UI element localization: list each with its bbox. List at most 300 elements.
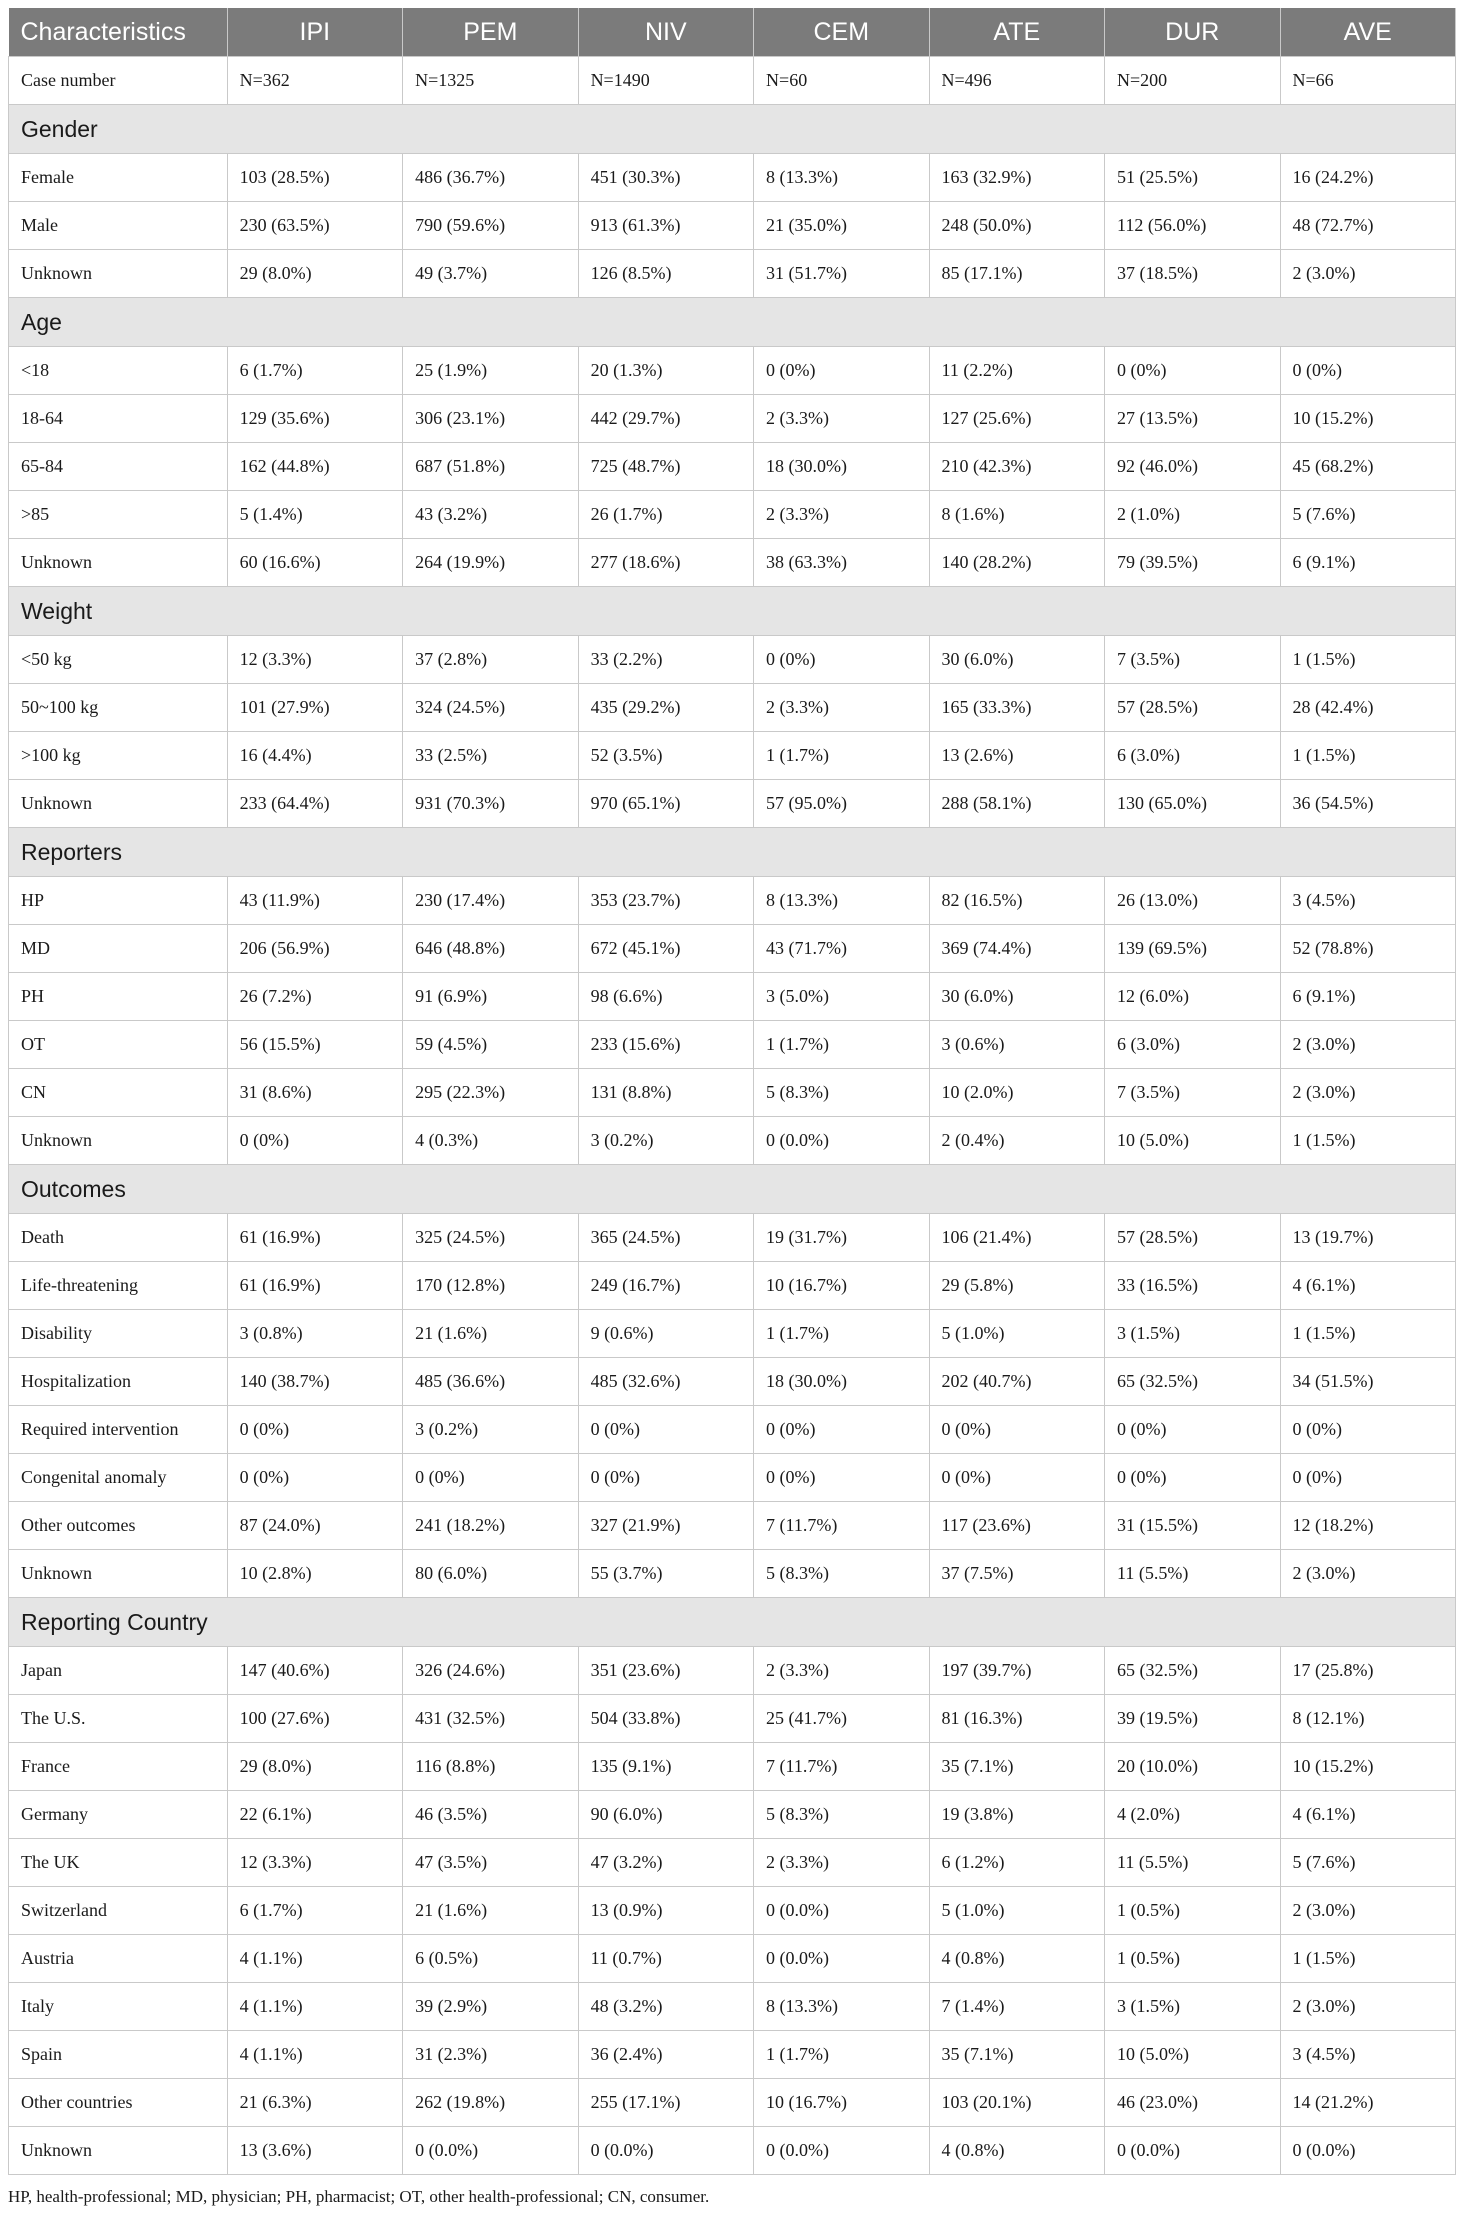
cell-value: 61 (16.9%) [227,1214,402,1262]
cell-value: 5 (8.3%) [754,1550,929,1598]
cell-value: 0 (0.0%) [754,1887,929,1935]
cell-value: 0 (0%) [1280,1406,1456,1454]
table-row [9,1021,1456,1069]
table-row [9,780,1456,828]
cell-value: 7 (3.5%) [1105,1069,1280,1117]
table-row [9,491,1456,539]
cell-value: 9 (0.6%) [578,1310,753,1358]
section-title: Gender [9,105,1456,154]
table-row [9,2031,1456,2079]
cell-value: 103 (20.1%) [929,2079,1104,2127]
cell-value: 2 (3.3%) [754,491,929,539]
row-label: CN [9,1069,228,1117]
row-label: 65-84 [9,443,228,491]
cell-value: 43 (71.7%) [754,925,929,973]
section-title: Age [9,298,1456,347]
table-row [9,1839,1456,1887]
cell-value: 10 (2.0%) [929,1069,1104,1117]
cell-value: 2 (3.0%) [1280,1021,1456,1069]
cell-value: 2 (0.4%) [929,1117,1104,1165]
cell-value: 306 (23.1%) [403,395,578,443]
cell-value: 37 (7.5%) [929,1550,1104,1598]
cell-value: 12 (18.2%) [1280,1502,1456,1550]
cell-value: 0 (0.0%) [1105,2127,1280,2175]
cell-value: 5 (7.6%) [1280,491,1456,539]
cell-value: 13 (3.6%) [227,2127,402,2175]
cell-value: 48 (3.2%) [578,1983,753,2031]
cell-value: 7 (3.5%) [1105,636,1280,684]
cell-value: 6 (9.1%) [1280,539,1456,587]
cell-value: 29 (8.0%) [227,1743,402,1791]
cell-value: 206 (56.9%) [227,925,402,973]
row-label: The UK [9,1839,228,1887]
cell-value: 57 (28.5%) [1105,684,1280,732]
cell-value: 18 (30.0%) [754,1358,929,1406]
cell-value: 36 (2.4%) [578,2031,753,2079]
cell-value: 0 (0%) [1280,1454,1456,1502]
cell-value: 4 (6.1%) [1280,1791,1456,1839]
cell-value: 36 (54.5%) [1280,780,1456,828]
cell-value: 126 (8.5%) [578,250,753,298]
cell-value: 1 (1.5%) [1280,1117,1456,1165]
cell-value: 1 (0.5%) [1105,1887,1280,1935]
table-row [9,2127,1456,2175]
cell-value: 913 (61.3%) [578,202,753,250]
cell-value: 6 (0.5%) [403,1935,578,1983]
cell-value: 0 (0%) [1280,347,1456,395]
table-row [9,250,1456,298]
cell-value: 325 (24.5%) [403,1214,578,1262]
row-label: 50~100 kg [9,684,228,732]
cell-value: 2 (3.3%) [754,1647,929,1695]
header-ave: AVE [1280,8,1456,57]
cell-value: 1 (1.5%) [1280,1310,1456,1358]
cell-value: 46 (23.0%) [1105,2079,1280,2127]
cell-value: 21 (6.3%) [227,2079,402,2127]
cell-value: 1 (1.5%) [1280,636,1456,684]
cell-value: 8 (1.6%) [929,491,1104,539]
table-row [9,539,1456,587]
header-niv: NIV [578,8,753,57]
table-row [9,1695,1456,1743]
cell-value: 0 (0%) [1105,1406,1280,1454]
cell-value: 646 (48.8%) [403,925,578,973]
case-number-row [9,57,1456,105]
cell-value: N=362 [227,57,402,105]
cell-value: 131 (8.8%) [578,1069,753,1117]
cell-value: 264 (19.9%) [403,539,578,587]
cell-value: 6 (1.2%) [929,1839,1104,1887]
cell-value: 0 (0%) [227,1454,402,1502]
cell-value: 6 (1.7%) [227,347,402,395]
cell-value: 6 (1.7%) [227,1887,402,1935]
cell-value: 2 (3.0%) [1280,1550,1456,1598]
cell-value: 365 (24.5%) [578,1214,753,1262]
cell-value: 672 (45.1%) [578,925,753,973]
cell-value: 48 (72.7%) [1280,202,1456,250]
table-row [9,1935,1456,1983]
cell-value: 87 (24.0%) [227,1502,402,1550]
table-row [9,925,1456,973]
cell-value: 3 (5.0%) [754,973,929,1021]
cell-value: 233 (15.6%) [578,1021,753,1069]
row-label: Female [9,154,228,202]
cell-value: 16 (4.4%) [227,732,402,780]
cell-value: 19 (3.8%) [929,1791,1104,1839]
cell-value: 4 (1.1%) [227,1935,402,1983]
cell-value: 2 (3.0%) [1280,250,1456,298]
cell-value: 4 (0.8%) [929,2127,1104,2175]
cell-value: 0 (0%) [578,1406,753,1454]
cell-value: 233 (64.4%) [227,780,402,828]
table-row [9,1502,1456,1550]
table-row [9,2079,1456,2127]
cell-value: 5 (7.6%) [1280,1839,1456,1887]
cell-value: 1 (1.5%) [1280,1935,1456,1983]
cell-value: 0 (0%) [929,1406,1104,1454]
row-label: Required intervention [9,1406,228,1454]
table-row [9,347,1456,395]
cell-value: 1 (1.7%) [754,1310,929,1358]
cell-value: 4 (1.1%) [227,1983,402,2031]
cell-value: 21 (1.6%) [403,1310,578,1358]
cell-value: 147 (40.6%) [227,1647,402,1695]
row-label: <50 kg [9,636,228,684]
table-row [9,973,1456,1021]
cell-value: 277 (18.6%) [578,539,753,587]
cell-value: 8 (13.3%) [754,1983,929,2031]
cell-value: 8 (13.3%) [754,877,929,925]
header-ate: ATE [929,8,1104,57]
cell-value: 0 (0%) [227,1117,402,1165]
cell-value: 0 (0%) [1105,347,1280,395]
cell-value: 1 (1.5%) [1280,732,1456,780]
cell-value: 931 (70.3%) [403,780,578,828]
cell-value: 20 (1.3%) [578,347,753,395]
cell-value: 85 (17.1%) [929,250,1104,298]
table-row [9,1550,1456,1598]
cell-value: 30 (6.0%) [929,636,1104,684]
cell-value: 0 (0%) [403,1454,578,1502]
cell-value: 3 (4.5%) [1280,877,1456,925]
row-label: Congenital anomaly [9,1454,228,1502]
cell-value: 4 (2.0%) [1105,1791,1280,1839]
row-label: Other countries [9,2079,228,2127]
cell-value: 21 (1.6%) [403,1887,578,1935]
cell-value: 100 (27.6%) [227,1695,402,1743]
cell-value: 49 (3.7%) [403,250,578,298]
cell-value: 1 (1.7%) [754,1021,929,1069]
row-label: Unknown [9,2127,228,2175]
cell-value: 5 (8.3%) [754,1069,929,1117]
cell-value: 2 (3.0%) [1280,1983,1456,2031]
cell-value: 504 (33.8%) [578,1695,753,1743]
cell-value: 135 (9.1%) [578,1743,753,1791]
cell-value: 31 (8.6%) [227,1069,402,1117]
table-body [9,57,1456,2175]
section-title: Outcomes [9,1165,1456,1214]
cell-value: 139 (69.5%) [1105,925,1280,973]
cell-value: 3 (0.2%) [578,1117,753,1165]
section-row [9,298,1456,347]
cell-value: 61 (16.9%) [227,1262,402,1310]
cell-value: 38 (63.3%) [754,539,929,587]
cell-value: 116 (8.8%) [403,1743,578,1791]
cell-value: 3 (0.6%) [929,1021,1104,1069]
row-label: The U.S. [9,1695,228,1743]
cell-value: 2 (3.3%) [754,395,929,443]
row-label: Unknown [9,1550,228,1598]
row-label: Other outcomes [9,1502,228,1550]
cell-value: 0 (0%) [929,1454,1104,1502]
table-row [9,1117,1456,1165]
cell-value: 81 (16.3%) [929,1695,1104,1743]
row-label: HP [9,877,228,925]
cell-value: 11 (2.2%) [929,347,1104,395]
cell-value: 65 (32.5%) [1105,1647,1280,1695]
cell-value: 18 (30.0%) [754,443,929,491]
cell-value: 262 (19.8%) [403,2079,578,2127]
cell-value: 17 (25.8%) [1280,1647,1456,1695]
cell-value: 26 (1.7%) [578,491,753,539]
cell-value: 431 (32.5%) [403,1695,578,1743]
cell-value: 353 (23.7%) [578,877,753,925]
section-title: Reporting Country [9,1598,1456,1647]
header-pem: PEM [403,8,578,57]
cell-value: 22 (6.1%) [227,1791,402,1839]
cell-value: 39 (2.9%) [403,1983,578,2031]
cell-value: 47 (3.2%) [578,1839,753,1887]
cell-value: 10 (5.0%) [1105,1117,1280,1165]
cell-value: 25 (41.7%) [754,1695,929,1743]
cell-value: 4 (0.3%) [403,1117,578,1165]
cell-value: 37 (2.8%) [403,636,578,684]
cell-value: 1 (0.5%) [1105,1935,1280,1983]
cell-value: 57 (28.5%) [1105,1214,1280,1262]
cell-value: 11 (5.5%) [1105,1550,1280,1598]
table-row [9,1743,1456,1791]
cell-value: 11 (5.5%) [1105,1839,1280,1887]
cell-value: 8 (12.1%) [1280,1695,1456,1743]
row-label: PH [9,973,228,1021]
cell-value: 0 (0%) [754,636,929,684]
cell-value: 79 (39.5%) [1105,539,1280,587]
row-label: >85 [9,491,228,539]
cell-value: 230 (17.4%) [403,877,578,925]
row-label: Italy [9,1983,228,2031]
cell-value: 29 (8.0%) [227,250,402,298]
section-row [9,828,1456,877]
cell-value: 210 (42.3%) [929,443,1104,491]
cell-value: 435 (29.2%) [578,684,753,732]
cell-value: 13 (0.9%) [578,1887,753,1935]
row-label: OT [9,1021,228,1069]
cell-value: 12 (3.3%) [227,636,402,684]
cell-value: 725 (48.7%) [578,443,753,491]
cell-value: 7 (11.7%) [754,1743,929,1791]
cell-value: 90 (6.0%) [578,1791,753,1839]
cell-value: 2 (1.0%) [1105,491,1280,539]
characteristics-table [8,8,1456,2175]
cell-value: 28 (42.4%) [1280,684,1456,732]
cell-value: 0 (0%) [754,1406,929,1454]
row-label: >100 kg [9,732,228,780]
cell-value: 0 (0%) [1105,1454,1280,1502]
cell-value: 11 (0.7%) [578,1935,753,1983]
cell-value: 1 (1.7%) [754,732,929,780]
row-label: Hospitalization [9,1358,228,1406]
cell-value: 2 (3.3%) [754,1839,929,1887]
cell-value: 327 (21.9%) [578,1502,753,1550]
cell-value: 3 (1.5%) [1105,1310,1280,1358]
cell-value: 6 (3.0%) [1105,1021,1280,1069]
table-row [9,1262,1456,1310]
cell-value: 47 (3.5%) [403,1839,578,1887]
cell-value: 35 (7.1%) [929,2031,1104,2079]
cell-value: 324 (24.5%) [403,684,578,732]
cell-value: 2 (3.0%) [1280,1069,1456,1117]
cell-value: 5 (1.0%) [929,1310,1104,1358]
cell-value: 13 (2.6%) [929,732,1104,780]
table-row [9,1647,1456,1695]
cell-value: 55 (3.7%) [578,1550,753,1598]
section-title: Weight [9,587,1456,636]
cell-value: 0 (0%) [227,1406,402,1454]
header-characteristics: Characteristics [9,8,228,57]
cell-value: 91 (6.9%) [403,973,578,1021]
header-cem: CEM [754,8,929,57]
cell-value: 687 (51.8%) [403,443,578,491]
cell-value: 21 (35.0%) [754,202,929,250]
cell-value: N=200 [1105,57,1280,105]
cell-value: 2 (3.3%) [754,684,929,732]
cell-value: 82 (16.5%) [929,877,1104,925]
cell-value: 326 (24.6%) [403,1647,578,1695]
row-label: Japan [9,1647,228,1695]
cell-value: N=66 [1280,57,1456,105]
cell-value: 10 (16.7%) [754,2079,929,2127]
row-label: Case number [9,57,228,105]
row-label: <18 [9,347,228,395]
cell-value: 248 (50.0%) [929,202,1104,250]
cell-value: 35 (7.1%) [929,1743,1104,1791]
section-row [9,587,1456,636]
cell-value: 4 (0.8%) [929,1935,1104,1983]
cell-value: 288 (58.1%) [929,780,1104,828]
cell-value: 10 (15.2%) [1280,1743,1456,1791]
cell-value: 10 (15.2%) [1280,395,1456,443]
cell-value: N=496 [929,57,1104,105]
cell-value: 45 (68.2%) [1280,443,1456,491]
cell-value: 80 (6.0%) [403,1550,578,1598]
cell-value: 25 (1.9%) [403,347,578,395]
table-row [9,395,1456,443]
cell-value: 43 (11.9%) [227,877,402,925]
cell-value: 56 (15.5%) [227,1021,402,1069]
cell-value: 26 (7.2%) [227,973,402,1021]
cell-value: 37 (18.5%) [1105,250,1280,298]
cell-value: 10 (5.0%) [1105,2031,1280,2079]
cell-value: 0 (0.0%) [754,1935,929,1983]
table-row [9,877,1456,925]
cell-value: 241 (18.2%) [403,1502,578,1550]
row-label: Male [9,202,228,250]
cell-value: 46 (3.5%) [403,1791,578,1839]
cell-value: 6 (3.0%) [1105,732,1280,780]
cell-value: 31 (51.7%) [754,250,929,298]
cell-value: 790 (59.6%) [403,202,578,250]
table-row [9,732,1456,780]
cell-value: 1 (1.7%) [754,2031,929,2079]
cell-value: 20 (10.0%) [1105,1743,1280,1791]
table-row [9,154,1456,202]
section-title: Reporters [9,828,1456,877]
cell-value: 485 (32.6%) [578,1358,753,1406]
cell-value: 3 (4.5%) [1280,2031,1456,2079]
cell-value: 52 (3.5%) [578,732,753,780]
cell-value: 117 (23.6%) [929,1502,1104,1550]
table-row [9,1310,1456,1358]
cell-value: 3 (0.2%) [403,1406,578,1454]
table-header [9,8,1456,57]
row-label: Germany [9,1791,228,1839]
cell-value: 26 (13.0%) [1105,877,1280,925]
cell-value: 51 (25.5%) [1105,154,1280,202]
table-row [9,1791,1456,1839]
row-label: Death [9,1214,228,1262]
cell-value: 140 (28.2%) [929,539,1104,587]
cell-value: 255 (17.1%) [578,2079,753,2127]
row-label: 18-64 [9,395,228,443]
cell-value: 202 (40.7%) [929,1358,1104,1406]
row-label: Spain [9,2031,228,2079]
cell-value: 5 (1.0%) [929,1887,1104,1935]
cell-value: 0 (0.0%) [1280,2127,1456,2175]
row-label: Unknown [9,250,228,298]
row-label: Unknown [9,780,228,828]
table-row [9,1358,1456,1406]
cell-value: 33 (2.5%) [403,732,578,780]
cell-value: 3 (0.8%) [227,1310,402,1358]
cell-value: 16 (24.2%) [1280,154,1456,202]
cell-value: 0 (0.0%) [754,2127,929,2175]
cell-value: 486 (36.7%) [403,154,578,202]
row-label: Disability [9,1310,228,1358]
cell-value: 0 (0.0%) [578,2127,753,2175]
table-row [9,1214,1456,1262]
table-row [9,202,1456,250]
section-row [9,1165,1456,1214]
table-row [9,636,1456,684]
header-ipi: IPI [227,8,402,57]
cell-value: 170 (12.8%) [403,1262,578,1310]
row-label: Unknown [9,539,228,587]
cell-value: 31 (15.5%) [1105,1502,1280,1550]
cell-value: 29 (5.8%) [929,1262,1104,1310]
header-dur: DUR [1105,8,1280,57]
cell-value: 295 (22.3%) [403,1069,578,1117]
table-row [9,1454,1456,1502]
cell-value: 970 (65.1%) [578,780,753,828]
cell-value: 101 (27.9%) [227,684,402,732]
cell-value: N=1325 [403,57,578,105]
cell-value: 10 (2.8%) [227,1550,402,1598]
cell-value: 10 (16.7%) [754,1262,929,1310]
cell-value: 0 (0%) [754,1454,929,1502]
cell-value: 369 (74.4%) [929,925,1104,973]
cell-value: 92 (46.0%) [1105,443,1280,491]
cell-value: 130 (65.0%) [1105,780,1280,828]
